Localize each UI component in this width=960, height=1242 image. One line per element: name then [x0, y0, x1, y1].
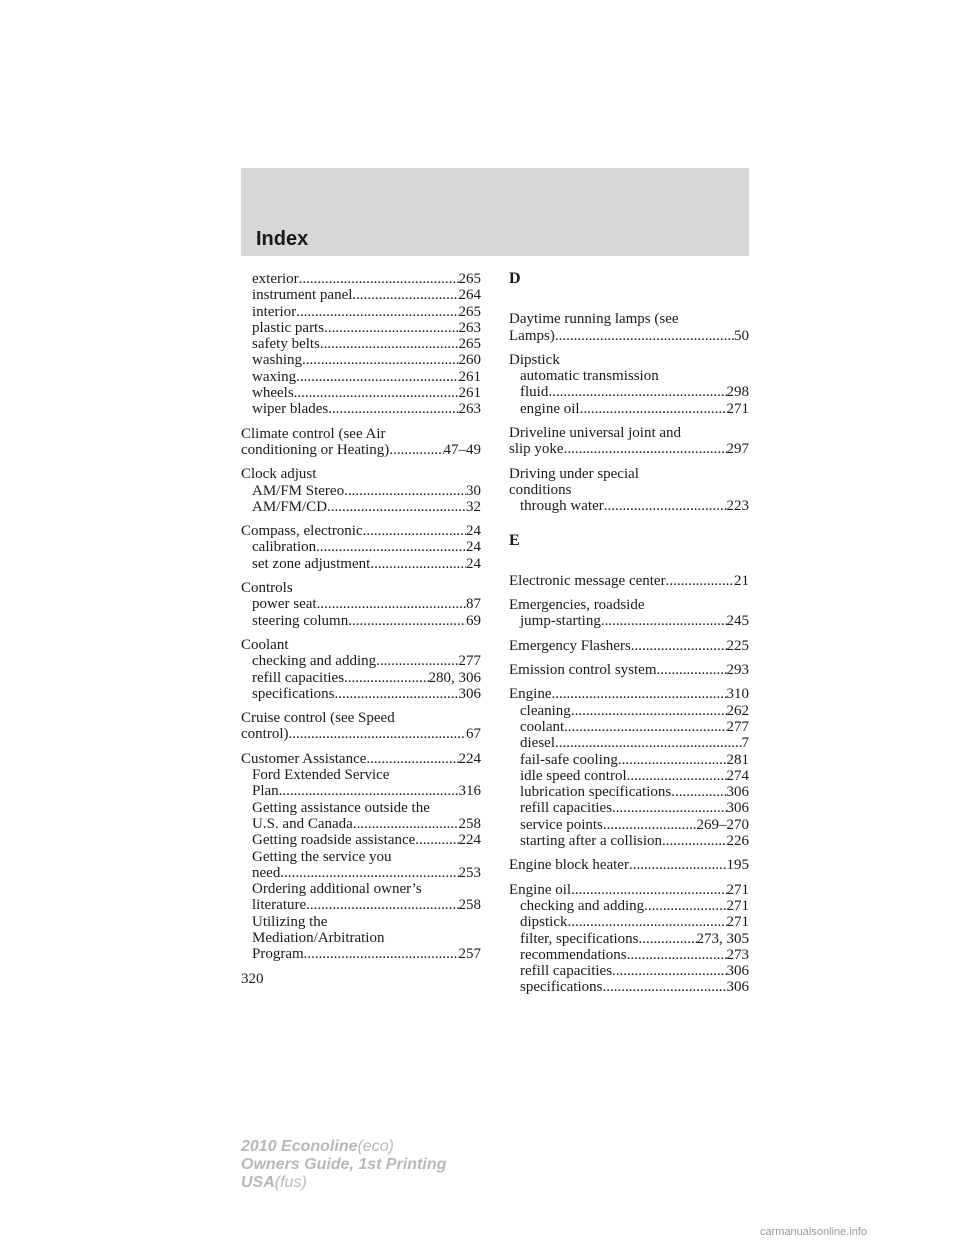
index-subentry — [241, 320, 481, 336]
index-page-ref[interactable]: 224 — [458, 750, 481, 767]
dot-leader — [564, 441, 727, 457]
index-entry-line — [241, 751, 481, 767]
index-entry — [241, 580, 481, 629]
dot-leader — [602, 979, 726, 995]
index-term: dipstick — [520, 914, 568, 931]
index-subentry — [241, 556, 481, 572]
dot-leader — [552, 686, 727, 702]
index-entry — [509, 857, 749, 873]
index-entry-line — [509, 882, 749, 898]
footer-model: 2010 Econoline — [241, 1138, 358, 1155]
index-page-ref[interactable]: 245 — [726, 613, 749, 630]
dot-leader — [389, 442, 443, 458]
index-entry — [509, 573, 749, 589]
index-term: filter, specifications — [520, 930, 639, 947]
index-page-ref[interactable]: 277 — [458, 653, 481, 670]
index-page-ref[interactable]: 262 — [726, 702, 749, 719]
index-term: refill capacities — [252, 669, 345, 686]
index-page-ref[interactable]: 273, 305 — [696, 930, 749, 947]
index-subentry — [241, 930, 481, 946]
index-subentry — [241, 596, 481, 612]
dot-leader — [666, 573, 734, 589]
index-entry — [509, 466, 749, 515]
index-entry-line — [509, 662, 749, 678]
index-page-ref[interactable]: 306 — [726, 963, 749, 980]
index-term: cleaning — [520, 702, 571, 719]
index-term: Plan — [252, 783, 279, 800]
dot-leader — [618, 752, 727, 768]
index-column-left — [241, 271, 481, 971]
index-term: fluid — [520, 384, 549, 401]
index-subentry — [241, 865, 481, 881]
index-term: Customer Assistance — [241, 750, 367, 767]
index-entry-line — [509, 597, 749, 613]
index-subentry — [509, 963, 749, 979]
dot-leader — [370, 556, 466, 572]
index-subentry — [241, 271, 481, 287]
index-page-ref[interactable]: 281 — [726, 751, 749, 768]
index-subentry — [241, 613, 481, 629]
index-term: Compass, electronic — [241, 523, 363, 540]
dot-leader — [334, 686, 458, 702]
index-page-ref[interactable]: 7 — [741, 735, 749, 752]
dot-leader — [571, 703, 727, 719]
index-term: Electronic message center — [509, 572, 666, 589]
index-page-ref[interactable]: 87 — [466, 596, 481, 613]
dot-leader — [627, 947, 727, 963]
index-term: refill capacities — [520, 800, 613, 817]
index-term: coolant — [520, 718, 565, 735]
dot-leader — [366, 751, 458, 767]
index-term: jump-starting — [520, 613, 601, 630]
index-page-ref[interactable]: 24 — [466, 539, 481, 556]
index-subentry — [241, 800, 481, 816]
index-term: Ordering additional owner’s — [252, 881, 422, 898]
index-subentry — [241, 946, 481, 962]
dot-leader — [320, 336, 459, 352]
index-term: waxing — [252, 368, 297, 385]
index-entry-line — [241, 710, 481, 726]
index-term: power seat — [252, 596, 317, 613]
dot-leader — [631, 638, 727, 654]
footer-print-info — [241, 1138, 446, 1192]
index-entry — [509, 597, 749, 630]
dot-leader — [376, 653, 458, 669]
index-page-ref[interactable]: 195 — [726, 857, 749, 874]
index-page-ref[interactable]: 47–49 — [443, 441, 481, 458]
index-page-ref[interactable]: 30 — [466, 482, 481, 499]
index-subentry — [509, 384, 749, 400]
footer-printing: Owners Guide, 1st Printing — [241, 1156, 447, 1173]
dot-leader — [644, 898, 726, 914]
dot-leader — [296, 369, 458, 385]
index-entry — [509, 638, 749, 654]
index-term: interior — [252, 303, 297, 320]
index-term: literature — [252, 897, 307, 914]
dot-leader — [299, 271, 459, 287]
index-subentry — [509, 368, 749, 384]
dot-leader — [604, 498, 727, 514]
dot-leader — [324, 320, 458, 336]
index-term: specifications — [252, 685, 335, 702]
index-term: instrument panel — [252, 287, 353, 304]
dot-leader — [671, 784, 726, 800]
index-term: Engine block heater — [509, 857, 629, 874]
dot-leader — [627, 768, 727, 784]
dot-leader — [555, 735, 742, 751]
index-entry-line — [509, 638, 749, 654]
index-entry-line — [241, 442, 481, 458]
index-term: service points — [520, 816, 603, 833]
index-subentry — [509, 768, 749, 784]
index-entry-line — [241, 523, 481, 539]
index-page-ref[interactable]: 24 — [466, 523, 481, 540]
index-page-ref[interactable]: 226 — [726, 833, 749, 850]
index-page-ref[interactable]: 271 — [726, 897, 749, 914]
dot-leader — [317, 596, 466, 612]
index-page-ref[interactable]: 280, 306 — [428, 669, 481, 686]
index-term: fail-safe cooling — [520, 751, 618, 768]
index-term: Utilizing the — [252, 913, 328, 930]
dot-leader — [363, 523, 466, 539]
index-letter-heading: E — [509, 531, 520, 549]
index-term: idle speed control — [520, 767, 627, 784]
index-entry-line — [509, 311, 749, 327]
index-subentry — [509, 719, 749, 735]
index-page-ref[interactable]: 225 — [726, 637, 749, 654]
index-entry-line — [509, 425, 749, 441]
index-subentry — [509, 498, 749, 514]
index-page-ref[interactable]: 69 — [466, 612, 481, 629]
dot-leader — [601, 613, 727, 629]
index-subentry — [241, 352, 481, 368]
index-subentry — [241, 897, 481, 913]
index-term: checking and adding — [520, 897, 645, 914]
index-term: safety belts — [252, 336, 320, 353]
index-page-ref[interactable]: 265 — [458, 303, 481, 320]
index-page-ref[interactable]: 310 — [726, 686, 749, 703]
index-entry-line — [241, 426, 481, 442]
index-term: Daytime running lamps (see — [509, 311, 679, 328]
index-term: exterior — [252, 271, 299, 287]
index-subentry — [241, 287, 481, 303]
index-page-ref[interactable]: 258 — [458, 815, 481, 832]
index-subentry — [241, 385, 481, 401]
index-entry-line — [509, 466, 749, 482]
index-page-ref[interactable]: 274 — [726, 767, 749, 784]
index-subentry — [509, 979, 749, 995]
index-term: Lamps) — [509, 327, 555, 344]
index-term: Coolant — [241, 636, 289, 653]
index-page-ref[interactable]: 263 — [458, 401, 481, 418]
index-subentry — [241, 653, 481, 669]
dot-leader — [327, 499, 466, 515]
dot-leader — [657, 662, 727, 678]
index-page-ref[interactable]: 269–270 — [696, 816, 749, 833]
index-entry-line — [241, 726, 481, 742]
dot-leader — [304, 946, 459, 962]
index-term: conditioning or Heating) — [241, 441, 390, 458]
dot-leader — [612, 963, 726, 979]
index-subentry — [241, 914, 481, 930]
index-subentry — [241, 849, 481, 865]
index-term: specifications — [520, 979, 603, 996]
dot-leader — [629, 857, 727, 873]
index-term: AM/FM Stereo — [252, 482, 345, 499]
index-term: engine oil — [520, 400, 580, 417]
index-page-ref[interactable]: 24 — [466, 555, 481, 572]
index-page-ref[interactable]: 306 — [726, 979, 749, 996]
index-term: Ford Extended Service — [252, 767, 390, 784]
index-term: wheels — [252, 385, 294, 402]
index-term: wiper blades — [252, 401, 329, 418]
index-term: conditions — [509, 481, 572, 498]
index-subentry — [509, 833, 749, 849]
page-number: 320 — [241, 971, 264, 987]
header-bar — [241, 168, 749, 256]
index-entry — [241, 466, 481, 515]
index-page-ref[interactable]: 67 — [466, 726, 481, 743]
page-title: Index — [256, 228, 309, 250]
dot-leader — [344, 670, 428, 686]
index-page-ref[interactable]: 261 — [458, 385, 481, 402]
dot-leader — [662, 833, 726, 849]
index-subentry — [241, 816, 481, 832]
index-term: Getting roadside assistance — [252, 832, 416, 849]
index-entry — [509, 311, 749, 344]
dot-leader — [580, 401, 727, 417]
dot-leader — [555, 328, 734, 344]
index-term: Getting the service you — [252, 848, 392, 865]
index-page-ref[interactable]: 271 — [726, 881, 749, 898]
index-term: Emission control system — [509, 662, 657, 679]
dot-leader — [328, 401, 458, 417]
index-page-ref[interactable]: 263 — [458, 319, 481, 336]
index-page-ref[interactable]: 265 — [458, 271, 481, 287]
index-term: Mediation/Arbitration — [252, 929, 385, 946]
index-subentry — [241, 783, 481, 799]
index-page-ref[interactable]: 277 — [726, 718, 749, 735]
index-term: washing — [252, 352, 302, 369]
index-letter-heading: D — [509, 270, 521, 287]
index-term: lubrication specifications — [520, 784, 672, 801]
index-term: Driving under special — [509, 465, 639, 482]
index-page-ref[interactable]: 253 — [458, 864, 481, 881]
index-subentry — [509, 914, 749, 930]
dot-leader — [279, 783, 459, 799]
index-page-ref[interactable]: 260 — [458, 352, 481, 369]
index-entry-line — [509, 857, 749, 873]
index-entry-line — [509, 686, 749, 702]
index-subentry — [509, 931, 749, 947]
index-entry — [241, 426, 481, 459]
dot-leader — [415, 832, 458, 848]
index-term: plastic parts — [252, 319, 325, 336]
index-entry — [241, 710, 481, 743]
index-entry — [241, 751, 481, 963]
index-page-ref[interactable]: 271 — [726, 914, 749, 931]
dot-leader — [352, 287, 458, 303]
index-subentry — [509, 947, 749, 963]
dot-leader — [294, 385, 459, 401]
index-subentry — [241, 539, 481, 555]
index-entry-line — [241, 637, 481, 653]
index-subentry — [509, 784, 749, 800]
index-page-ref[interactable]: 298 — [726, 384, 749, 401]
index-entry — [241, 637, 481, 702]
index-page-ref[interactable]: 306 — [726, 800, 749, 817]
index-term: need — [252, 864, 281, 881]
dot-leader — [353, 816, 459, 832]
index-entry-line — [241, 466, 481, 482]
index-term: Emergencies, roadside — [509, 597, 645, 614]
index-page-ref[interactable]: 306 — [726, 784, 749, 801]
index-subentry — [509, 752, 749, 768]
index-page-ref[interactable]: 21 — [734, 572, 749, 589]
index-page-ref[interactable]: 257 — [458, 946, 481, 963]
index-page-ref[interactable]: 306 — [458, 685, 481, 702]
index-entry — [241, 523, 481, 572]
index-term: steering column — [252, 612, 349, 629]
index-subentry — [241, 767, 481, 783]
index-page-ref[interactable]: 258 — [458, 897, 481, 914]
index-subentry — [509, 703, 749, 719]
index-entry — [509, 686, 749, 849]
index-term: Driveline universal joint and — [509, 425, 682, 442]
index-term: Engine — [509, 686, 552, 703]
index-term: calibration — [252, 539, 317, 556]
index-term: Emergency Flashers — [509, 637, 631, 654]
index-entry — [509, 662, 749, 678]
dot-leader — [639, 931, 697, 947]
dot-leader — [288, 726, 466, 742]
index-subentry — [509, 817, 749, 833]
index-entry-line — [509, 441, 749, 457]
index-term: checking and adding — [252, 653, 377, 670]
index-term: Cruise control (see Speed — [241, 710, 395, 727]
dot-leader — [612, 800, 726, 816]
index-subentry — [241, 336, 481, 352]
index-entry — [241, 271, 481, 418]
index-term: Clock adjust — [241, 466, 317, 483]
index-term: Dipstick — [509, 351, 560, 368]
index-page-ref[interactable]: 261 — [458, 368, 481, 385]
index-entry — [509, 352, 749, 417]
index-subentry — [509, 800, 749, 816]
index-page-ref[interactable]: 223 — [726, 498, 749, 515]
index-term: starting after a collision — [520, 833, 663, 850]
index-subentry — [241, 499, 481, 515]
dot-leader — [344, 483, 466, 499]
dot-leader — [302, 352, 459, 368]
index-subentry — [241, 881, 481, 897]
dot-leader — [280, 865, 458, 881]
index-subentry — [509, 401, 749, 417]
footer-region-code: (fus) — [274, 1174, 307, 1191]
index-subentry — [241, 304, 481, 320]
index-page-ref[interactable]: 316 — [458, 783, 481, 800]
index-entry-line — [509, 482, 749, 498]
index-subentry — [241, 401, 481, 417]
index-entry-line — [241, 580, 481, 596]
dot-leader — [548, 384, 726, 400]
dot-leader — [316, 539, 466, 555]
index-term: diesel — [520, 735, 555, 752]
dot-leader — [296, 304, 458, 320]
watermark-text: carmanualsonline.info — [760, 1226, 868, 1238]
index-page-ref[interactable]: 271 — [726, 400, 749, 417]
index-entry-line — [509, 328, 749, 344]
index-entry — [509, 425, 749, 458]
index-term: through water — [520, 498, 604, 515]
dot-leader — [564, 719, 726, 735]
index-page-ref[interactable]: 265 — [458, 336, 481, 353]
index-term: Climate control (see Air — [241, 425, 386, 442]
index-term: AM/FM/CD — [252, 498, 328, 515]
index-page-ref[interactable]: 50 — [734, 327, 749, 344]
index-term: Program — [252, 946, 304, 963]
dot-leader — [571, 882, 726, 898]
index-term: U.S. and Canada — [252, 815, 353, 832]
index-page-ref[interactable]: 297 — [726, 441, 749, 458]
index-term: control) — [241, 726, 289, 743]
index-page-ref[interactable]: 264 — [458, 287, 481, 304]
dot-leader — [306, 897, 458, 913]
dot-leader — [603, 817, 697, 833]
index-subentry — [241, 483, 481, 499]
index-term: refill capacities — [520, 963, 613, 980]
footer-model-code: (eco) — [357, 1138, 394, 1155]
index-page-ref[interactable]: 32 — [466, 498, 481, 515]
index-term: set zone adjustment — [252, 555, 371, 572]
index-term: recommendations — [520, 946, 627, 963]
index-entry-line — [509, 352, 749, 368]
index-column-right — [509, 271, 749, 1004]
index-term: Getting assistance outside the — [252, 799, 430, 816]
index-page-ref[interactable]: 293 — [726, 662, 749, 679]
index-subentry — [241, 369, 481, 385]
index-term: automatic transmission — [520, 368, 659, 385]
index-subentry — [241, 686, 481, 702]
index-page-ref[interactable]: 273 — [726, 946, 749, 963]
index-term: Controls — [241, 580, 293, 597]
index-page-ref[interactable]: 224 — [458, 832, 481, 849]
index-subentry — [509, 898, 749, 914]
dot-leader — [568, 914, 727, 930]
index-term: slip yoke — [509, 441, 564, 458]
index-term: Engine oil — [509, 881, 572, 898]
index-subentry — [509, 613, 749, 629]
index-subentry — [509, 735, 749, 751]
footer-region: USA — [241, 1174, 275, 1191]
dot-leader — [348, 613, 466, 629]
index-entry — [509, 882, 749, 996]
index-entry-line — [509, 573, 749, 589]
index-subentry — [241, 670, 481, 686]
index-subentry — [241, 832, 481, 848]
